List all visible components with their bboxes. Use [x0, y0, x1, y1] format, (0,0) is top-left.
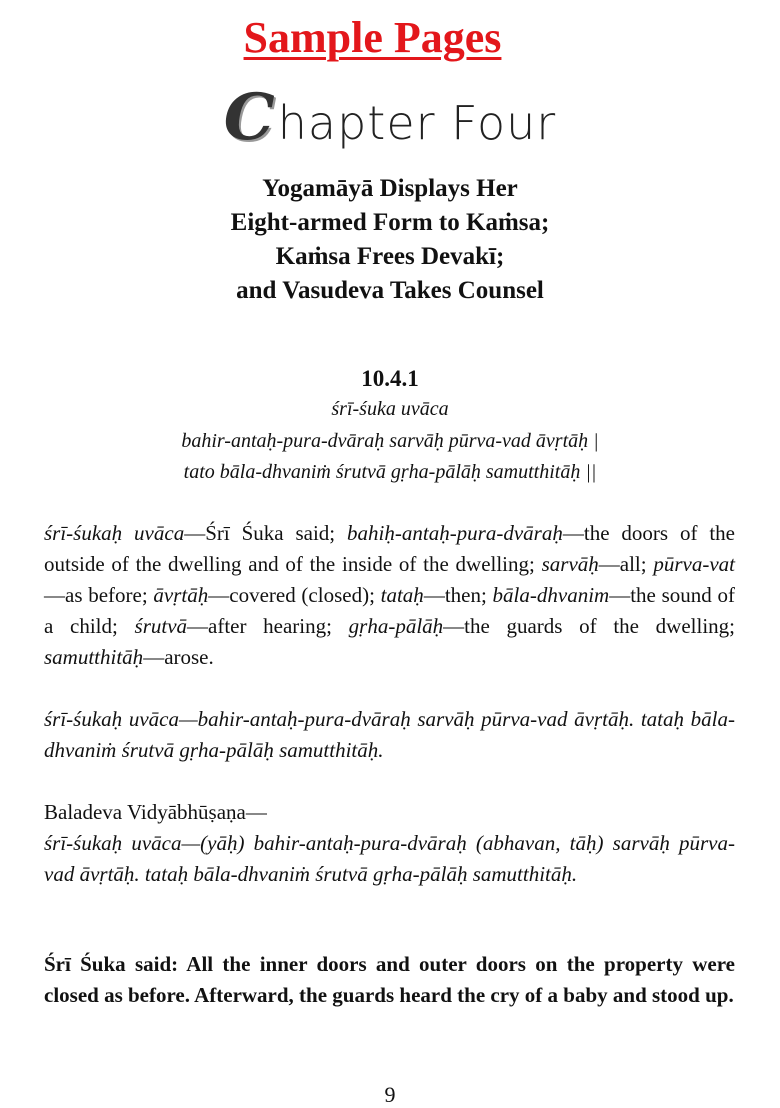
term-meaning: —the sound of a child;	[44, 583, 735, 638]
subtitle-line: and Vasudeva Takes Counsel	[236, 277, 544, 304]
decorated-initial: C	[223, 80, 276, 155]
sanskrit-term: pūrva-vat	[653, 552, 736, 576]
subtitle-line: Eight-armed Form to Kaṁsa;	[230, 209, 550, 236]
translation: Śrī Śuka said: All the inner doors and outer doors on the property were closed as before. Afterward, the guards heard the cry of a baby and stood up.	[44, 952, 735, 1007]
commentary-author: Baladeva Vidyābhūṣaṇa—	[44, 800, 267, 824]
commentary-text: śrī-śukaḥ uvāca—(yāḥ) bahir-antaḥ-pura-dvāraḥ (abhavan, tāḥ) sarvāḥ pūrva-vad āvṛtāḥ. tataḥ bāla-dhvaniṁ śrutvā gṛha-pālāḥ samutthitāḥ.	[44, 831, 735, 886]
verse-line: bahir-antaḥ-pura-dvāraḥ sarvāḥ pūrva-vad āvṛtāḥ |	[181, 430, 599, 452]
term-meaning: —after hearing;	[187, 614, 349, 638]
chapter-title-text: hapter Four	[277, 96, 557, 150]
verse-line: tato bāla-dhvaniṁ śrutvā gṛha-pālāḥ samutthitāḥ ||	[183, 461, 597, 483]
term-meaning: —arose.	[143, 645, 214, 669]
anvaya: śrī-śukaḥ uvāca—bahir-antaḥ-pura-dvāraḥ sarvāḥ pūrva-vad āvṛtāḥ. tataḥ bāla-dhvaniṁ śrutvā gṛha-pālāḥ samutthitāḥ.	[44, 707, 735, 762]
verse-line: śrī-śuka uvāca	[331, 398, 449, 420]
sanskrit-term: bāla-dhvanim	[492, 583, 610, 607]
verse-number: 10.4.1	[361, 366, 419, 391]
word-for-word-synonyms	[44, 518, 735, 673]
sample-pages-title	[0, 12, 745, 63]
sanskrit-term: śrī-śukaḥ uvāca	[44, 521, 185, 545]
sanskrit-term: gṛha-pālāḥ	[348, 614, 444, 638]
term-meaning: —the doors of the outside of the dwelling and of the inside of the dwelling;	[44, 521, 735, 576]
subtitle-line: Kaṁsa Frees Devakī;	[275, 243, 505, 270]
term-meaning: —as before;	[44, 583, 154, 607]
term-meaning: —Śrī Śuka said;	[184, 521, 348, 545]
sanskrit-term: sarvāḥ	[541, 552, 599, 576]
sample-pages-label: Sample Pages	[243, 13, 502, 62]
page-number: 9	[384, 1082, 396, 1107]
sanskrit-term: tataḥ	[380, 583, 424, 607]
term-meaning: —all;	[598, 552, 654, 576]
chapter-title	[0, 80, 780, 155]
sanskrit-term: āvṛtāḥ	[153, 583, 209, 607]
subtitle-line: Yogamāyā Displays Her	[262, 175, 518, 202]
term-meaning: —then;	[423, 583, 493, 607]
sanskrit-term: śrutvā	[134, 614, 188, 638]
sanskrit-term: bahiḥ-antaḥ-pura-dvāraḥ	[347, 521, 563, 545]
term-meaning: —covered (closed);	[208, 583, 381, 607]
chapter-subtitle	[0, 172, 780, 308]
term-meaning: —the guards of the dwelling;	[443, 614, 735, 638]
sanskrit-term: samutthitāḥ	[44, 645, 144, 669]
